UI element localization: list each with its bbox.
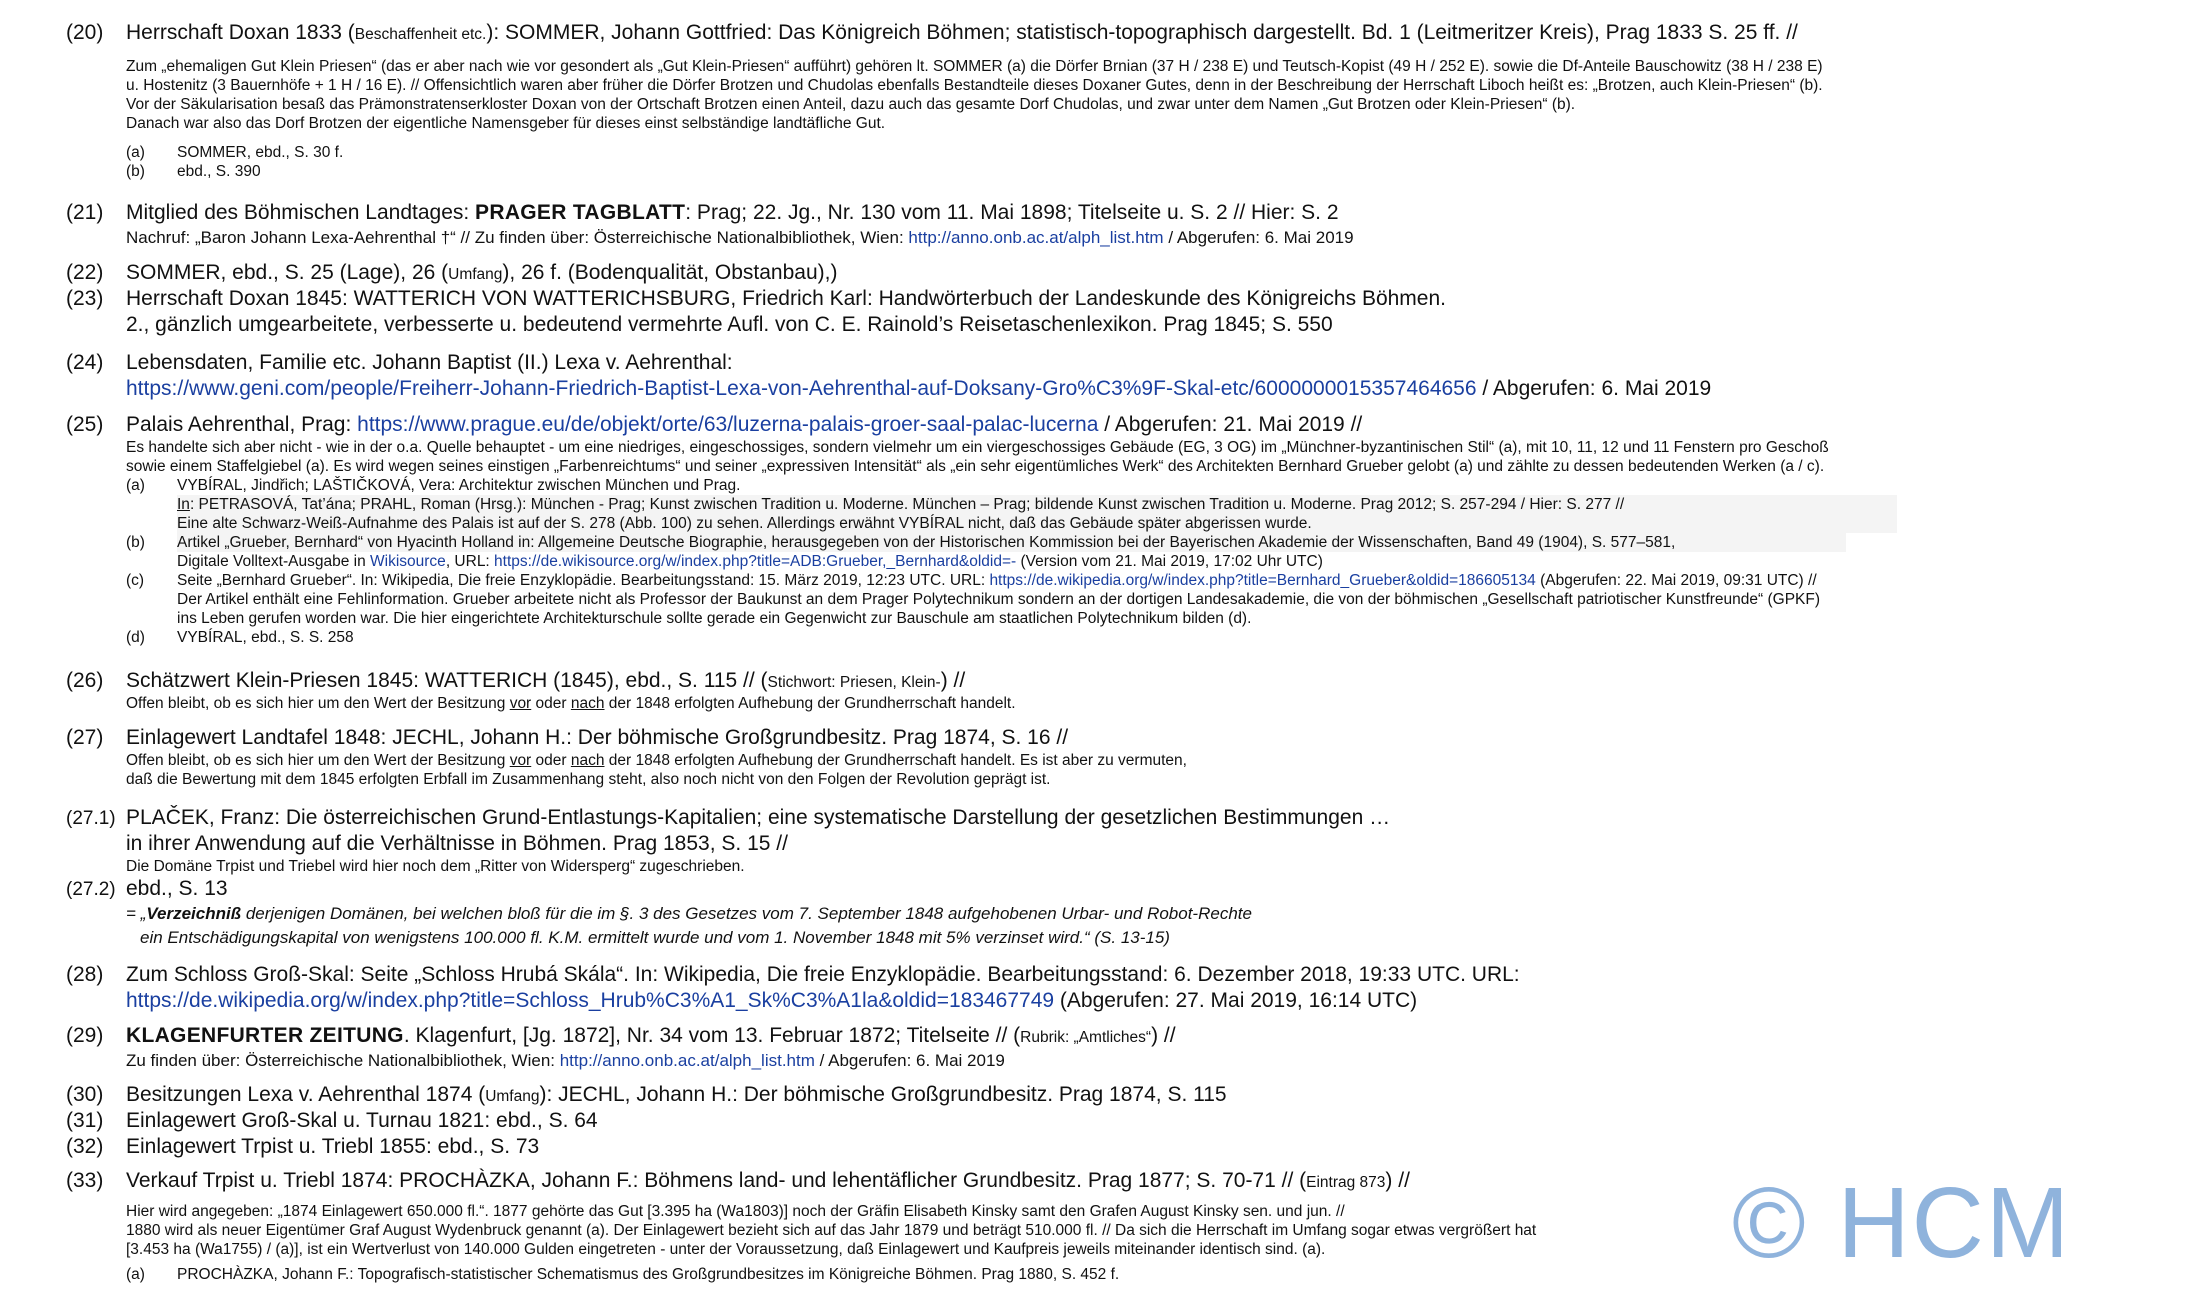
footnote-30: [66, 1082, 2066, 1108]
footnote-number: (26): [66, 669, 104, 692]
footnote-number: (23): [66, 287, 104, 310]
footnote-citation: Besitzungen Lexa v. Aehrenthal 1874 (Umfang): JECHL, Johann H.: Der böhmische Großgrundbesitz. Prag 1874, S. 115: [126, 1083, 1227, 1106]
footnote-note: Hier wird angegeben: „1874 Einlagewert 650.000 fl.“. 1877 gehörte das Gut [3.395 ha (Wa1803)] noch der Gräfin Elisabeth Kinsky samt den Grafen August Kinsky sen. und jun. // 1880 wird als neuer Eigentümer Graf August Wydenbruck genannt (a). Der Einlagewert bezieht sich auf das Jahr 1879 und beträgt 510.000 fl. // Da sich die Herrschaft im Umfang sogar etwas vergrößert hat [3.453 ha (Wa1755) / (a)], ist ein Wertverlust von 140.000 Gulden eingetreten - unter der Voraussetzung, daß Einlagewert und Kaufpreis jeweils miteinander identisch sind. (a).: [126, 1203, 1537, 1258]
footnote-number: (33): [66, 1169, 104, 1192]
footnote-number: (32): [66, 1135, 104, 1158]
footnote-citation: Einlagewert Trpist u. Triebl 1855: ebd., S. 73: [126, 1135, 540, 1158]
footnote-29: [66, 1023, 2066, 1073]
footnote-23: [66, 286, 2066, 338]
footnote-citation: Schätzwert Klein-Priesen 1845: WATTERICH (1845), ebd., S. 115 // (Stichwort: Priesen, Klein-) //: [126, 669, 966, 692]
reference-b: (b) ebd., S. 390: [126, 163, 261, 180]
reference-b: (b) Artikel „Grueber, Bernhard“ von Hyacinth Holland in: Allgemeine Deutsche Biographie, herausgegeben von der Historischen Kommission bei der Bayerischen Akademie der Wissenschaften, Band 49 (1904), S. 577–581,: [126, 533, 2066, 552]
footnote-citation: Lebensdaten, Familie etc. Johann Baptist (II.) Lexa v. Aehrenthal:: [126, 351, 733, 374]
footnote-citation: Einlagewert Groß-Skal u. Turnau 1821: ebd., S. 64: [126, 1109, 598, 1132]
footnote-28: (28) Zum Schloss Groß-Skal: Seite „Schloss Hrubá Skála“. In: Wikipedia, Die freie Enzyklopädie. Bearbeitungsstand: 6. Dezember 2018, 19:33 UTC. URL: https://de.wikipedia.org/w/index.php?title=Schloss_Hrub%C3%A1_Sk%C3%A1la&oldid=183467749 (Abgerufen: 27. Mai 2019, 16:14 UTC): [66, 963, 1520, 1012]
footnote-27: [66, 725, 2066, 789]
wikipedia-skala-link[interactable]: https://de.wikipedia.org/w/index.php?title=Schloss_Hrub%C3%A1_Sk%C3%A1la&oldid=183467749: [126, 989, 1055, 1012]
footnote-number: (28): [66, 963, 104, 986]
footnote-20: [66, 20, 2066, 181]
footnote-citation: ebd., S. 13: [126, 877, 228, 900]
footnote-27-1: (27.1) PLAČEK, Franz: Die österreichischen Grund-Entlastungs-Kapitalien; eine systematische Darstellung der gesetzlichen Bestimmungen … in ihrer Anwendung auf die Verhältnisse in Böhmen. Prag 1853, S. 15 // Die Domäne Trpist und Triebel wird hier noch dem „Ritter von Widersperg“ zugeschrieben.: [66, 805, 2066, 876]
footnote-number: (22): [66, 261, 104, 284]
footnote-number: (21): [66, 201, 104, 224]
reference-a: (a) PROCHÀZKA, Johann F.: Topografisch-statistischer Schematismus des Großgrundbesitzes im Königreiche Böhmen. Prag 1880, S. 452 f.: [126, 1266, 1120, 1283]
footnote-27-2: [66, 876, 2066, 950]
footnote-citation: Mitglied des Böhmischen Landtages: PRAGER TAGBLATT: Prag; 22. Jg., Nr. 130 vom 11. Mai 1898; Titelseite u. S. 2 // Hier: S. 2: [126, 201, 1339, 224]
footnote-note: Offen bleibt, ob es sich hier um den Wert der Besitzung vor oder nach der 1848 erfolgten Aufhebung der Grundherrschaft handelt. Es ist aber zu vermuten, daß die Bewertung mit dem 1845 erfolgten Erbfall im Zusammenhang steht, also noch nicht von den Folgen der Revolution geprägt ist.: [126, 752, 1187, 788]
reference-d: (d) VYBÍRAL, ebd., S. S. 258: [126, 629, 354, 646]
quotation: = „Verzeichniß derjenigen Domänen, bei welchen bloß für die im §. 3 des Gesetzes vom 7. September 1848 aufgehobenen Urbar- und Robot-Rechte ein Entschädigungskapital von wenigstens 100.000 fl. K.M. ermittelt wurde und vom 1. November 1848 mit 5% verzinset wird.“ (S. 13-15): [126, 904, 1252, 947]
footnote-32: [66, 1134, 2066, 1160]
footnote-citation: Palais Aehrenthal, Prag: https://www.prague.eu/de/objekt/orte/63/luzerna-palais-groer-saal-palac-lucerna / Abgerufen: 21. Mai 2019 //: [126, 413, 1363, 436]
footnote-note: Nachruf: „Baron Johann Lexa-Aehrenthal †“ // Zu finden über: Österreichische Nationalbibliothek, Wien: http://anno.onb.ac.at/alph_list.htm / Abgerufen: 6. Mai 2019: [126, 228, 1354, 247]
wikisource-url-link[interactable]: https://de.wikisource.org/w/index.php?title=ADB:Grueber,_Bernhard&oldid=-: [494, 553, 1017, 570]
footnote-25: (25) Palais Aehrenthal, Prag: https://www.prague.eu/de/objekt/orte/63/luzerna-palais-groer-saal-palac-lucerna / Abgerufen: 21. Mai 2019 // Es handelte sich aber nicht - wie in der o.a. Quelle behauptet - um eine niedriges, eingeschossiges, sondern vielmehr um ein viergeschossiges Gebäude (EG, 3 OG) im „Münchner-byzantinischen Stil“ (a), mit 10, 11, 12 und 11 Fenstern pro Geschoß sowie einem Staffelgiebel (a). Es wird wegen seines einstigen „Farbenreichtums“ und seiner „expressiven Intensität“ als „ein sehr eigentümliches Werk“ des Architekten Bernhard Grueber gelobt (a) und zählte zu dessen bedeutenden Werken (a / c). (a) VYBÍRAL, Jindřich; LAŠTIČKOVÁ, Vera: Architektur zwischen München und Prag. In: PETRASOVÁ, Tat’ána; PRAHL, Roman (Hrsg.): München - Prag; Kunst zwischen Tradition u. Moderne. München – Prag; bildende Kunst zwischen Tradition u. Moderne. Prag 2012; S. 257-294 / Hier: S. 277 // Eine alte Schwarz-Weiß-Aufnahme des Palais ist auf der S. 278 (Abb. 100) zu sehen. Allerdings erwähnt VYBÍRAL nicht, daß das Gebäude später abgerissen wurde. (b) Artikel „Grueber, Bernhard“ von Hyacinth Holland in: Allgemeine Deutsche Biographie, herausgegeben von der Historischen Kommission bei der Bayerischen Akademie der Wissenschaften, Band 49 (1904), S. 577–581, Digitale Volltext-Ausgabe in Wikisource, URL: https://de.wikisource.org/w/index.php?title=ADB:Grueber,_Bernhard&oldid=- (Version vom 21. Mai 2019, 17:02 Uhr UTC) (c) Seite „Bernhard Grueber“. In: Wikipedia, Die freie Enzyklopädie. Bearbeitungsstand: 15. März 2019, 12:23 UTC. URL: https://de.wikipedia.org/w/index.php?title=Bernhard_Grueber&oldid=186605134 (Abgerufen: 22. Mai 2019, 09:31 UTC) // Der Artikel enthält eine Fehlinformation. Grueber arbeitete nicht als Professor der Baukunst an dem Prager Polytechnikum sondern an der dortigen Landesakademie, die von der böhmischen „Gesellschaft patriotischer Kunstfreunde“ (GPKF) ins Leben gerufen worden war. Die hier eingerichtete Architekturschule sollte gerade ein Gegenwicht zur Bauschule am staatlichen Polytechnikum bilden (d). (d) VYBÍRAL, ebd., S. S. 258: [66, 412, 2066, 647]
wikisource-link[interactable]: Wikisource: [370, 553, 446, 570]
footnote-31: [66, 1108, 2066, 1134]
footnote-citation: SOMMER, ebd., S. 25 (Lage), 26 (Umfang), 26 f. (Bodenqualität, Obstanbau),): [126, 261, 838, 284]
footnote-note: Die Domäne Trpist und Triebel wird hier noch dem „Ritter von Widersperg“ zugeschrieben.: [126, 858, 745, 875]
footnote-number: (27): [66, 726, 104, 749]
footnote-number: (30): [66, 1083, 104, 1106]
footnote-number: (27.2): [66, 879, 116, 900]
footnote-note: Offen bleibt, ob es sich hier um den Wert der Besitzung vor oder nach der 1848 erfolgten Aufhebung der Grundherrschaft handelt.: [126, 695, 1016, 712]
footnote-note: Zum „ehemaligen Gut Klein Priesen“ (das er aber nach wie vor gesondert als „Gut Klein-Priesen“ aufführt) gehören lt. SOMMER (a) die Dörfer Brnian (37 H / 238 E) und Teutsch-Kopist (49 H / 252 E). sowie die Df-Anteile Bauschowitz (38 H / 238 E) u. Hostenitz (3 Bauernhöfe + 1 H / 16 E). // Offensichtlich waren aber früher die Dörfer Brotzen und Chudolas ebenfalls Bestandteile dieses Doxaner Gutes, denn in der Beschreibung der Herrschaft Liboch heißt es: „Brotzen, auch Klein-Priesen“ (b). Vor der Säkularisation besaß das Prämonstratenserkloster Doxan von der Ortschaft Brotzen einen Anteil, dazu auch das gesamte Dorf Chudolas, und zwar unter dem Namen „Gut Brotzen oder Klein-Priesen“ (b). Danach war also das Dorf Brotzen der eigentliche Namensgeber für dieses einst selbständige landtäfliche Gut.: [126, 58, 1823, 132]
footnote-number: (25): [66, 413, 104, 436]
footnote-citation: Zum Schloss Groß-Skal: Seite „Schloss Hrubá Skála“. In: Wikipedia, Die freie Enzyklopädie. Bearbeitungsstand: 6. Dezember 2018, 19:33 UTC. URL:: [126, 963, 1520, 986]
footnote-citation-cont: 2., gänzlich umgearbeitete, verbesserte u. bedeutend vermehrte Aufl. von C. E. Rainold’s Reisetaschenlexikon. Prag 1845; S. 550: [126, 313, 1333, 336]
footnote-citation: Herrschaft Doxan 1833 (Beschaffenheit etc.): SOMMER, Johann Gottfried: Das Königreich Böhmen; statistisch-topographisch dargestellt. Bd. 1 (Leitmeritzer Kreis), Prag 1833 S. 25 ff. //: [126, 21, 1798, 44]
footnote-citation: Einlagewert Landtafel 1848: JECHL, Johann H.: Der böhmische Großgrundbesitz. Prag 1874, S. 16 //: [126, 726, 1069, 749]
footnote-number: (27.1): [66, 808, 116, 829]
footnote-22: [66, 260, 2066, 286]
footnote-citation: Herrschaft Doxan 1845: WATTERICH VON WATTERICHSBURG, Friedrich Karl: Handwörterbuch der Landeskunde des Königreichs Böhmen.: [126, 287, 1446, 310]
footnote-24: (24) Lebensdaten, Familie etc. Johann Baptist (II.) Lexa v. Aehrenthal: https://www.geni.com/people/Freiherr-Johann-Friedrich-Baptist-Lexa-von-Aehrenthal-auf-Doksany-Gro%C3%9F-Skal-etc/6000000015357464656 / Abgerufen: 6. Mai 2019: [66, 351, 1712, 400]
footnote-21: [66, 200, 2066, 250]
anno-link[interactable]: http://anno.onb.ac.at/alph_list.htm: [908, 228, 1164, 247]
reference-a: (a) VYBÍRAL, Jindřich; LAŠTIČKOVÁ, Vera: Architektur zwischen München und Prag.: [126, 477, 741, 494]
footnote-citation: KLAGENFURTER ZEITUNG. Klagenfurt, [Jg. 1872], Nr. 34 vom 13. Februar 1872; Titelseite // (Rubrik: „Amtliches“) //: [126, 1024, 1176, 1047]
geni-link[interactable]: https://www.geni.com/people/Freiherr-Johann-Friedrich-Baptist-Lexa-von-Aehrenthal-auf-Doksany-Gro%C3%9F-Skal-etc/6000000015357464656: [126, 377, 1477, 400]
footnote-number: (24): [66, 351, 104, 374]
footnote-number: (20): [66, 21, 104, 44]
reference-c: (c) Seite „Bernhard Grueber“. In: Wikipedia, Die freie Enzyklopädie. Bearbeitungsstand: 15. März 2019, 12:23 UTC. URL: https://de.wikipedia.org/w/index.php?title=Bernhard_Grueber&oldid=186605134 (Abgerufen: 22. Mai 2019, 09:31 UTC) //: [126, 572, 1817, 589]
footnote-26: [66, 668, 2066, 713]
wikipedia-grueber-link[interactable]: https://de.wikipedia.org/w/index.php?title=Bernhard_Grueber&oldid=186605134: [989, 572, 1536, 589]
copyright-watermark: © HCM: [1732, 1167, 2072, 1279]
reference-a: (a) SOMMER, ebd., S. 30 f.: [126, 144, 344, 161]
footnote-number: (29): [66, 1024, 104, 1047]
footnote-citation: PLAČEK, Franz: Die österreichischen Grund-Entlastungs-Kapitalien; eine systematische Darstellung der gesetzlichen Bestimmungen …: [126, 806, 1391, 829]
anno-link[interactable]: http://anno.onb.ac.at/alph_list.htm: [559, 1051, 815, 1070]
footnote-note: Es handelte sich aber nicht - wie in der o.a. Quelle behauptet - um eine niedriges, eingeschossiges, sondern vielmehr um ein viergeschossiges Gebäude (EG, 3 OG) im „Münchner-byzantinischen Stil“ (a), mit 10, 11, 12 und 11 Fenstern pro Geschoß sowie einem Staffelgiebel (a). Es wird wegen seines einstigen „Farbenreichtums“ und seiner „expressiven Intensität“ als „ein sehr eigentümliches Werk“ des Architekten Bernhard Grueber gelobt (a) und zählte zu dessen bedeutenden Werken (a / c).: [126, 439, 1829, 475]
prague-link[interactable]: https://www.prague.eu/de/objekt/orte/63/luzerna-palais-groer-saal-palac-lucerna: [357, 413, 1099, 436]
footnote-note: Zu finden über: Österreichische Nationalbibliothek, Wien: http://anno.onb.ac.at/alph_list.htm / Abgerufen: 6. Mai 2019: [126, 1051, 1005, 1070]
footnote-citation: Verkauf Trpist u. Triebl 1874: PROCHÀZKA, Johann F.: Böhmens land- und lehentäflicher Grundbesitz. Prag 1877; S. 70-71 // (Eintrag 873) //: [126, 1169, 1410, 1192]
footnote-number: (31): [66, 1109, 104, 1132]
